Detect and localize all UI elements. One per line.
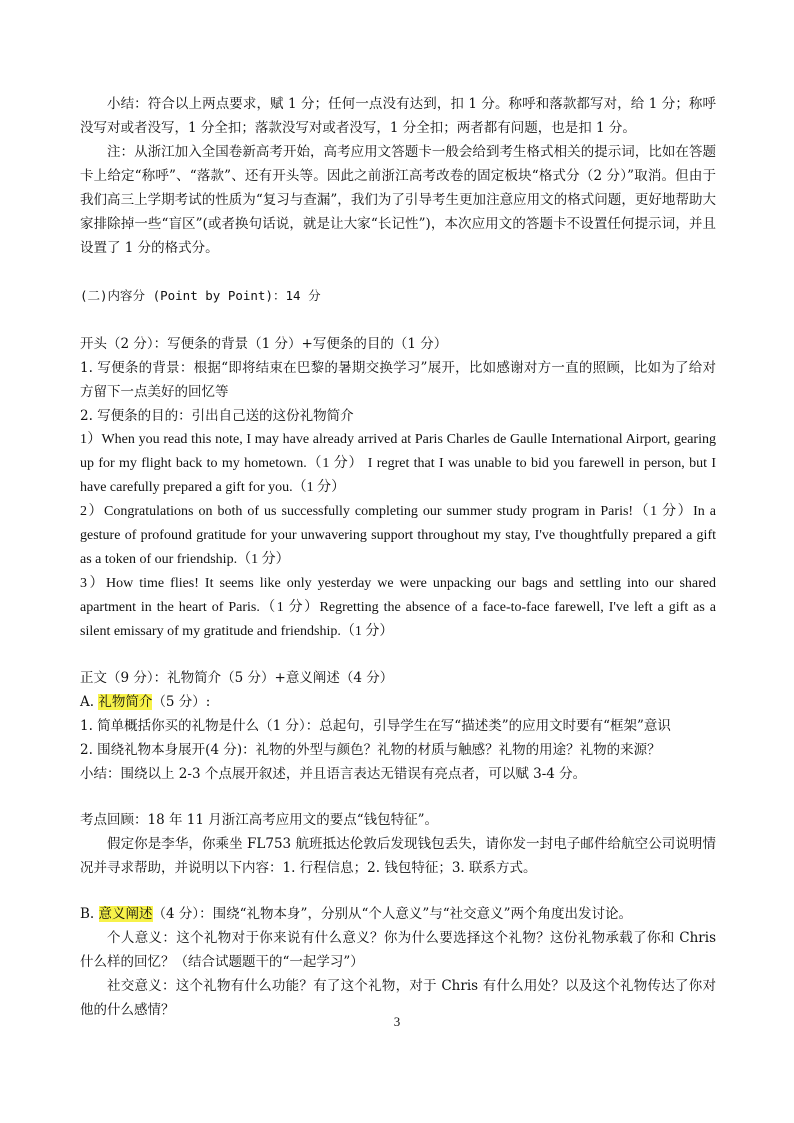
review-text: 假定你是李华，你乘坐 FL753 航班抵达伦敦后发现钱包丢失，请你发一封电子邮件给航空公司说明情况并寻求帮助，并说明以下内容：1. 行程信息；2. 钱包特征；3. 联系方式。 [80, 836, 716, 876]
opening-example-1: 1）When you read this note, I may have already arrived at Paris Charles de Gaulle International Airport, gearing up for my flight back to my hometown.（1 分） I regret that I was unable to bid you farewell in person, but I have carefully prepared a gift for you.（1 分） [80, 432, 716, 495]
opening-heading: 开头（2 分）：写便条的背景（1 分）+写便条的目的（1 分） [80, 336, 448, 352]
opening-item-1: 1. 写便条的背景：根据“即将结束在巴黎的暑期交换学习”展开，比如感谢对方一直的照顾，比如为了给对方留下一点美好的回忆等 [80, 360, 716, 400]
gift-intro-item-2: 2. 围绕礼物本身展开(4 分)：礼物的外型与颜色？礼物的材质与触感？礼物的用途？礼物的来源？ [80, 742, 661, 758]
meaning-highlight: 意义阐述 [98, 906, 153, 922]
opening-item-2: 2. 写便条的目的：引出自己送的这份礼物简介 [80, 408, 354, 424]
review-heading: 考点回顾：18 年 11 月浙江高考应用文的要点“钱包特征”。 [80, 812, 439, 828]
document-page [80, 92, 716, 1022]
page-number: 3 [393, 1014, 401, 1029]
note-paragraph: 注：从浙江加入全国卷新高考开始，高考应用文答题卡一般会给到考生格式相关的提示词，比如在答题卡上给定“称呼”、“落款”、还有开头等。因此之前浙江高考改卷的固定板块“格式分（2 分）”取消。但由于我们高三上学期考试的性质为“复习与查漏”，我们为了引导考生更加注意应用文的格式问题，更好地帮助大家排除掉一些“盲区”(或者换句话说，就是让大家“长记性”)，本次应用文的答题卡不设置任何提示词，并且设置了 1 分的格式分。 [80, 144, 716, 256]
gift-intro-summary: 小结：围绕以上 2-3 个点展开叙述，并且语言表达无错误有亮点者，可以赋 3-4 分。 [80, 766, 587, 782]
opening-example-2: 2）Congratulations on both of us successfully completing our summer study program in Paris!（1 分）In a gesture of profound gratitude for your unwavering support throughout my stay, I've thoughtfully prepared a gift as a token of our friendship.（1 分） [80, 504, 716, 567]
meaning-suffix: （4 分）：围绕“礼物本身”，分别从“个人意义”与“社交意义”两个角度出发讨论。 [152, 906, 633, 922]
gift-intro-heading [80, 690, 716, 714]
content-score-heading-text: (二)内容分 (Point by Point)：14 分 [80, 288, 321, 303]
social-meaning: 社交意义：这个礼物有什么功能？有了这个礼物，对于 Chris 有什么用处？以及这个礼物传达了你对他的什么感情？ [80, 978, 716, 1018]
gift-intro-item-1: 1. 简单概括你买的礼物是什么（1 分）：总起句，引导学生在写“描述类”的应用文时要有“框架”意识 [80, 718, 671, 734]
summary-paragraph: 小结：符合以上两点要求，赋 1 分；任何一点没有达到，扣 1 分。称呼和落款都写对，给 1 分；称呼没写对或者没写，1 分全扣；落款没写对或者没写，1 分全扣；两者都有问题，也是扣 1 分。 [80, 96, 716, 136]
body-heading: 正文（9 分）：礼物简介（5 分）+意义阐述（4 分） [80, 670, 394, 686]
content-score-heading [80, 284, 716, 308]
meaning-heading [80, 902, 716, 926]
gift-intro-prefix: A. [80, 694, 99, 710]
meaning-prefix: B. [80, 906, 99, 922]
opening-example-3: 3）How time flies! It seems like only yesterday we were unpacking our bags and settling into our shared apartment in the heart of Paris.（1 分）Regretting the absence of a face-to-face farewell, I've left a gift as a silent emissary of my gratitude and friendship.（1 分） [80, 576, 716, 639]
personal-meaning: 个人意义：这个礼物对于你来说有什么意义？你为什么要选择这个礼物？这份礼物承载了你和 Chris 什么样的回忆？（结合试题题干的“一起学习”） [80, 930, 716, 970]
gift-intro-highlight: 礼物简介 [98, 694, 153, 710]
gift-intro-suffix: （5 分）: [152, 694, 211, 710]
